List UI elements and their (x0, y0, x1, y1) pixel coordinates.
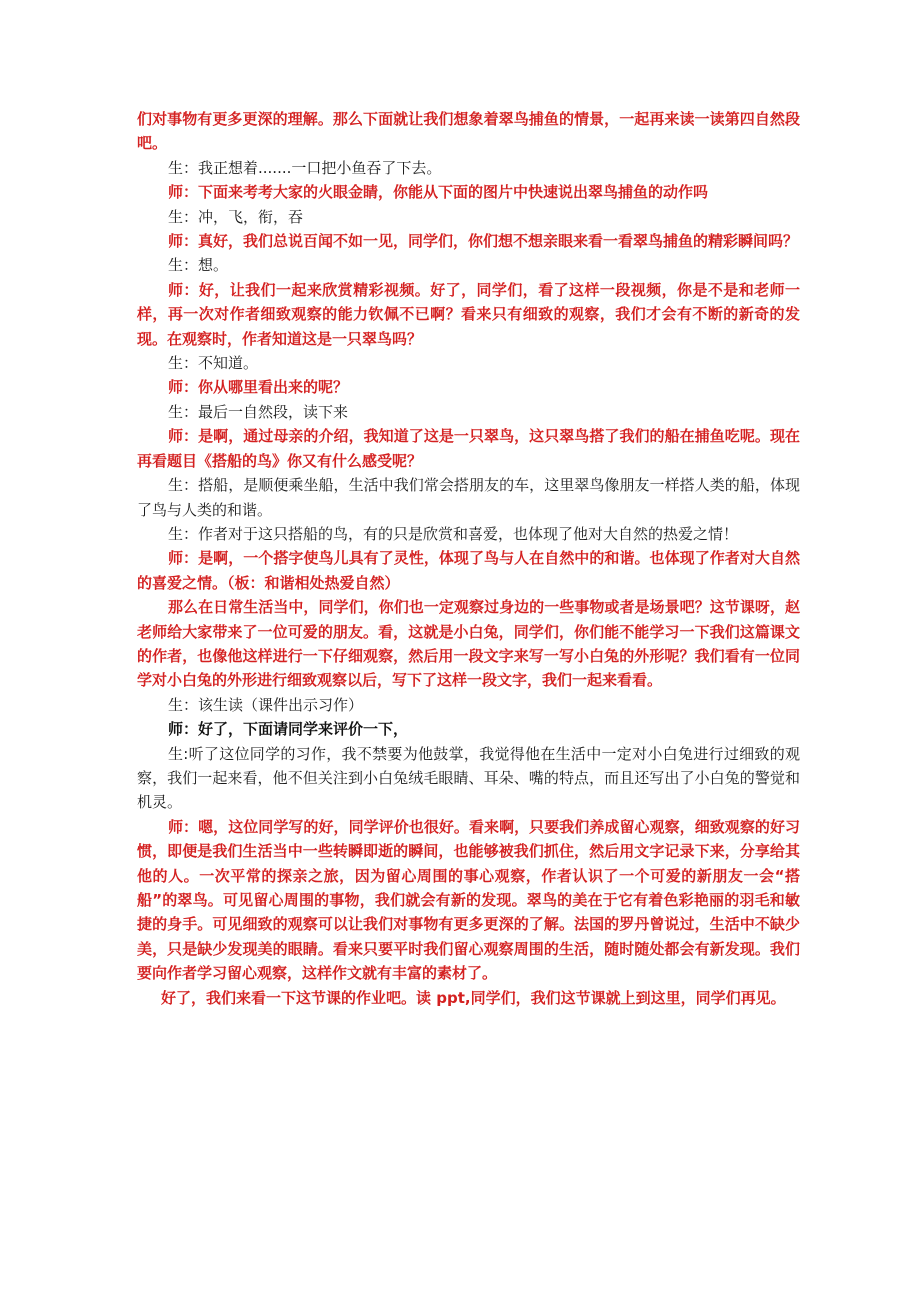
paragraph-teacher-rabbit: 那么在日常生活当中，同学们，你们也一定观察过身边的一些事物或者是场景吧？这节课呀，赵老师给大家带来了一位可爱的朋友。看，这就是小白兔，同学们，你们能不能学习一下我们这篇课文的作者，也像他这样进行一下仔细观察，然后用一段文字来写一写小白兔的外形呢？我们看有一位同学对小白兔的外形进行细致观察以后，写下了这样一段文字，我们一起来看看。 (137, 598, 800, 690)
paragraph-student-read-essay: 生：该生读（课件出示习作） (168, 695, 364, 714)
paragraph-teacher-question-actions: 师：下面来考考大家的火眼金睛，你能从下面的图片中快速说出翠鸟捕鱼的动作吗 (168, 183, 709, 202)
paragraph-student-actions: 生：冲，飞，衔，吞 (168, 207, 304, 226)
paragraph-student-love: 生：作者对于这只搭船的鸟，有的只是欣赏和喜爱，也体现了他对大自然的热爱之情！ (168, 524, 739, 543)
paragraph-student-boat: 生：搭船，是顺便乘坐船，生活中我们常会搭朋友的车，这里翠鸟像朋友一样搭人类的船，体现了鸟与人类的和谐。 (137, 476, 800, 519)
paragraph-student-reading: 生：我正想着.......一口把小鱼吞了下去。 (168, 158, 442, 177)
paragraph-teacher-intro: 们对事物有更多更深的理解。那么下面就让我们想象着翠鸟捕鱼的情景，一起再来读一读第四自然段吧。 (137, 110, 800, 153)
paragraph-teacher-closing: 好了，我们来看一下这节课的作业吧。读 ppt,同学们，我们这节课就上到这里，同学们再见。 (161, 988, 786, 1007)
paragraph-student-evaluation: 生:听了这位同学的习作，我不禁要为他鼓掌，我觉得他在生活中一定对小白兔进行过细致的观察，我们一起来看，他不但关注到小白兔绒毛眼睛、耳朵、嘴的特点，而且还写出了小白兔的警觉和机灵。 (137, 744, 800, 812)
paragraph-teacher-summary: 师：嗯，这位同学写的好，同学评价也很好。看来啊，只要我们养成留心观察，细致观察的好习惯，即便是我们生活当中一些转瞬即逝的瞬间，也能够被我们抓住，然后用文字记录下来，分享给其他的人。一次平常的探亲之旅，因为留心周围的事心观察，作者认识了一个可爱的新朋友一会“搭船”的翠鸟。可见留心周围的事物，我们就会有新的发现。翠鸟的美在于它有着色彩艳丽的羽毛和敏捷的身手。可见细致的观察可以让我们对事物有更多更深的了解。法国的罗丹曾说过，生活中不缺少美，只是缺少发现美的眼睛。看来只要平时我们留心观察周围的生活，随时随处都会有新发现。我们要向作者学习留心观察，这样作文就有丰富的素材了。 (137, 817, 800, 983)
paragraph-teacher-title: 师：是啊，通过母亲的介绍，我知道了这是一只翠鸟，这只翠鸟搭了我们的船在捕鱼吃呢。现在再看题目《搭船的鸟》你又有什么感受呢？ (137, 427, 800, 470)
paragraph-student-no: 生：不知道。 (168, 354, 259, 373)
paragraph-teacher-video: 师：好，让我们一起来欣赏精彩视频。好了，同学们，看了这样一段视频，你是不是和老师一样，再一次对作者细致观察的能力钦佩不已啊？看来只有细致的观察，我们才会有不断的新奇的发现。在观察时，作者知道这是一只翠鸟吗？ (137, 280, 800, 348)
paragraph-teacher-evaluate: 师：好了，下面请同学来评价一下， (168, 720, 409, 739)
paragraph-teacher-where: 师：你从哪里看出来的呢？ (168, 378, 349, 397)
paragraph-teacher-video-prompt: 师：真好，我们总说百闻不如一见，同学们，你们想不想亲眼来看一看翠鸟捕鱼的精彩瞬间吗？ (168, 232, 799, 251)
paragraph-student-yes: 生：想。 (168, 256, 229, 275)
paragraph-teacher-harmony: 师：是啊，一个搭字使鸟儿具有了灵性，体现了鸟与人在自然中的和谐。也体现了作者对大自然的喜爱之情。（板：和谐相处热爱自然） (137, 549, 800, 592)
lesson-transcript (137, 107, 800, 1010)
paragraph-student-last: 生：最后一自然段，读下来 (168, 402, 349, 421)
